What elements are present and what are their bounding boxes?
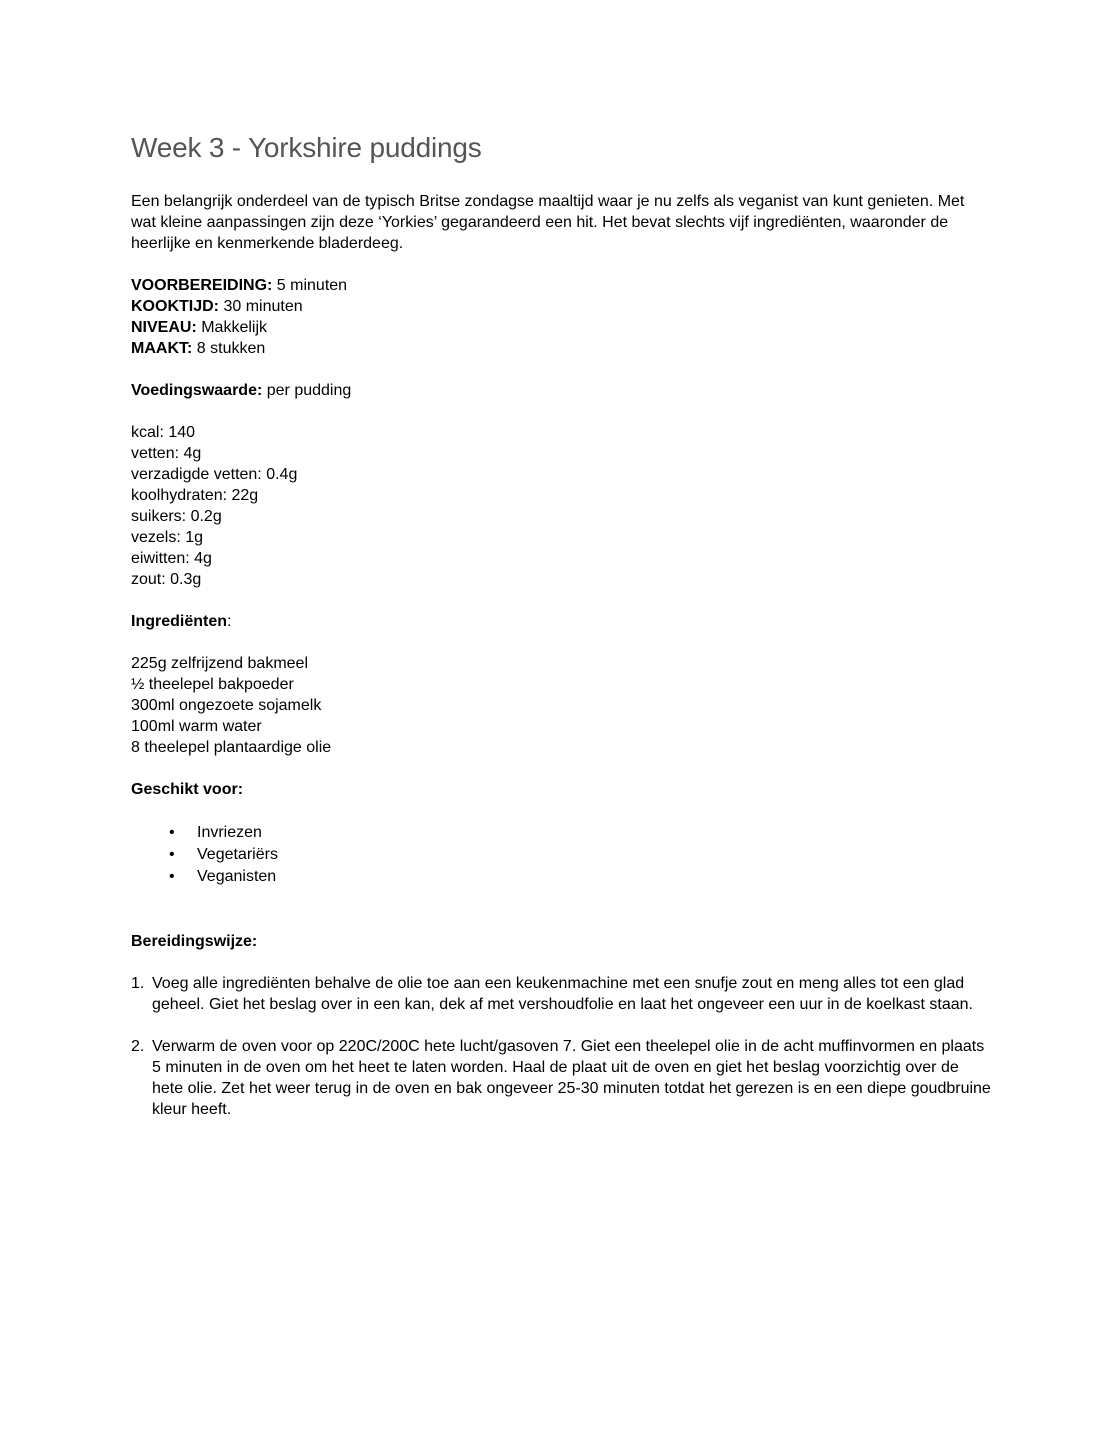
nutrition-label: Voedingswaarde:: [131, 382, 263, 399]
method-steps: [131, 973, 991, 1120]
nutrition-item: eiwitten: 4g: [131, 550, 212, 567]
step-spacer: [131, 1015, 991, 1036]
nutrition-heading: [131, 380, 991, 401]
page-title: Week 3 - Yorkshire puddings: [131, 132, 482, 163]
ingredient-item: 100ml warm water: [131, 718, 262, 735]
ingredients-suffix: :: [227, 613, 232, 630]
step-text: Verwarm de oven voor op 220C/200C hete lucht/gasoven 7. Giet een theelepel olie in de acht muffinvormen en plaats 5 minuten in de oven om het heet te laten worden. Haal de plaat uit de oven en giet het beslag voorzichtig over de hete olie. Zet het weer terug in de oven en bak ongeveer 25-30 minuten totdat het gerezen is en een diepe goudbruine kleur heeft.: [152, 1038, 991, 1118]
suitable-label: Geschikt voor:: [131, 781, 244, 798]
recipe-info: [131, 275, 991, 359]
info-label: MAAKT:: [131, 340, 193, 357]
info-label: KOOKTIJD:: [131, 298, 219, 315]
nutrition-item: koolhydraten: 22g: [131, 487, 259, 504]
bullet-icon: •: [169, 846, 175, 863]
nutrition-list: [131, 422, 991, 590]
info-value: Makkelijk: [196, 319, 268, 336]
info-yield: [131, 338, 991, 359]
info-prep: [131, 275, 991, 296]
nutrition-item: suikers: 0.2g: [131, 508, 222, 525]
suitable-heading: [131, 779, 991, 800]
intro-paragraph: Een belangrijk onderdeel van de typisch Britse zondagse maaltijd waar je nu zelfs als veganist van kunt genieten. Met wat kleine aanpassingen zijn deze ‘Yorkies’ gegarandeerd een hit. Het bevat slechts vijf ingrediënten, waaronder de heerlijke en kenmerkende bladerdeeg.: [131, 193, 965, 252]
nutrition-item: vezels: 1g: [131, 529, 204, 546]
info-value: 30 minuten: [219, 298, 303, 315]
list-item: [131, 866, 991, 888]
suitable-item: Invriezen: [197, 824, 262, 841]
step-text: Voeg alle ingrediënten behalve de olie toe aan een keukenmachine met een snufje zout en meng alles tot een glad geheel. Giet het beslag over in een kan, dek af met vershoudfolie en laat het ongeveer een uur in de koelkast staan.: [152, 975, 973, 1013]
info-level: [131, 317, 991, 338]
info-cooktime: [131, 296, 991, 317]
nutrition-suffix: per pudding: [262, 382, 352, 399]
nutrition-item: verzadigde vetten: 0.4g: [131, 466, 298, 483]
method-step: [131, 1036, 991, 1120]
ingredient-item: 225g zelfrijzend bakmeel: [131, 655, 308, 672]
info-label: VOORBEREIDING:: [131, 277, 273, 294]
ingredients-label: Ingrediënten: [131, 613, 228, 630]
step-number: 1.: [131, 975, 145, 992]
nutrition-item: zout: 0.3g: [131, 571, 202, 588]
step-number: 2.: [131, 1038, 145, 1055]
suitable-list: [131, 822, 991, 888]
ingredient-item: 300ml ongezoete sojamelk: [131, 697, 322, 714]
info-label: NIVEAU:: [131, 319, 197, 336]
nutrition-item: vetten: 4g: [131, 445, 202, 462]
nutrition-item: kcal: 140: [131, 424, 196, 441]
method-step: [131, 973, 991, 1015]
suitable-item: Veganisten: [197, 868, 277, 885]
info-value: 5 minuten: [272, 277, 348, 294]
ingredient-item: 8 theelepel plantaardige olie: [131, 739, 332, 756]
ingredients-list: [131, 653, 991, 758]
bullet-icon: •: [169, 824, 175, 841]
list-item: [131, 844, 991, 866]
method-label: Bereidingswijze:: [131, 933, 258, 950]
info-value: 8 stukken: [192, 340, 266, 357]
ingredient-item: ½ theelepel bakpoeder: [131, 676, 294, 693]
bullet-icon: •: [169, 868, 175, 885]
document-page: [131, 128, 991, 1120]
ingredients-heading: [131, 611, 991, 632]
method-heading: [131, 931, 991, 952]
suitable-item: Vegetariërs: [197, 846, 278, 863]
list-item: [131, 822, 991, 844]
